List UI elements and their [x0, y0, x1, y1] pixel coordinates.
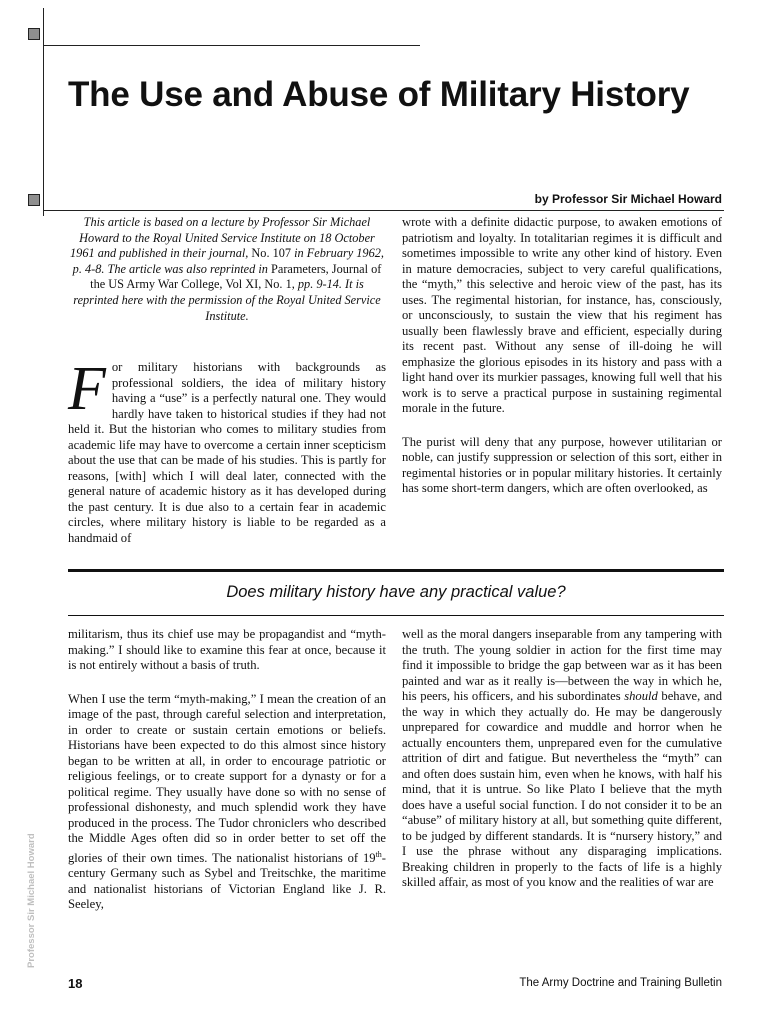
intro-part-3: in February 1962, p. 4-8. The article was also reprinted in: [72, 246, 384, 276]
pullquote: Does military history have any practical value?: [226, 583, 566, 601]
frame-top-line: [44, 45, 420, 46]
intro-part-4: Parameters, Journal of the US Army War College, Vol XI, No. 1,: [90, 261, 382, 292]
side-running-head: Professor Sir Michael Howard: [26, 833, 37, 968]
article-title: The Use and Abuse of Military History: [68, 75, 690, 114]
column-2-paragraph-2: The purist will deny that any purpose, however utilitarian or noble, can justify suppression or selection of this sort, either in regimental histories or in popular military histories. It certainly has some short-term dangers, which are often overlooked, as: [402, 434, 722, 495]
frame-vertical-line: [43, 8, 44, 216]
pullquote-rule-top: [68, 569, 724, 572]
column-2-paragraph-1: wrote with a definite didactic purpose, to awaken emotions of patriotism and loyalty. In totalitarian regimes it is difficult and sometimes impossible to write any other kind of history. Even in mature democracies, subject to very careful qualifications, the “myth,” this selective and heroic view of the past, has its uses. The regimental historian, for instance, has, consciously, or unconsciously, to sustain the view that his regiment has usually been flawlessly brave and efficient, especially during its recent past. Without any sense of ill-doing he will emphasize the glorious episodes in its history and pass with a light hand over its murkier passages, knowing full well that his work is to serve a practical purpose in sustaining regimental morale in the future.: [402, 215, 722, 415]
column-4: [402, 627, 722, 909]
column-1-text: or military historians with backgrounds as professional soldiers, the idea of military history having a “use” is a perfectly natural one. They would hardly have taken to historical studies if they had not held it. But the historian who comes to military studies from academic life may have to overcome a certain inner scepticism about the use that can be made of his studies. This is partly for reasons, [with] which I will deal later, connected with the general nature of academic history as it has developed during the past century. It is due also to a certain fear in academic circles, where military history is liable to be regarded as a handmaid of: [68, 360, 386, 545]
column-3-paragraph-2: [68, 692, 386, 913]
corner-square-top: [28, 28, 40, 40]
intro-note: [68, 215, 386, 324]
column-3-text-a: When I use the term “myth-making,” I mean the creation of an image of the past, through careful selection and interpretation, in order to create or sustain certain emotions or beliefs. Historians have been expected to do this almost since history began to be written at all, in order to encourage patriotic or religious feelings, or to create support for a dynasty or for a political regime. They usually have done so with no sense of professional dishonesty, and much splendid work they have produced in the process. The Tudor chroniclers who described the Middle Ages often did so in order better to set off the glories of their own times. The nationalist historians of 19: [68, 691, 386, 865]
column-4-text-b: behave, and the way in which they actually do. He may be dangerously unprepared for cowardice and muddle and horror when he actually encounters them, unprepared even for the cumulative attrition of dirt and fatigue. But nevertheless the “myth” can and often does sustain him, even when he knows, with half his mind, that it is untrue. So like Plato I believe that the myth does have a useful social function. I do not consider it to be an “abuse” of military history at all, but something quite different, to be judged by different standards. It is “nursery history,” and I use the phrase without any disparaging implications. Breaking children in properly to the facts of life is a highly skilled affair, as most of you know and the realities of war are: [402, 689, 723, 889]
column-4-emphasis: should: [624, 689, 658, 703]
pullquote-rule-bottom: [68, 615, 724, 616]
intro-part-2: No. 107: [251, 246, 292, 261]
intro-part-5: pp. 9-14. It is reprinted here with the permission of the Royal United Service Institute.: [73, 277, 381, 323]
drop-cap: F: [68, 355, 106, 423]
byline-rule: [44, 210, 724, 211]
corner-square-mid: [28, 194, 40, 206]
column-4-text-a: well as the moral dangers inseparable from any tampering with the truth. The young soldier in action for the first time may find it impossible to bridge the gap between war as it has been painted and war as it really is—between the way in which he, his peers, his officers, and his subordinates: [402, 627, 722, 703]
column-3-superscript: th: [375, 849, 382, 859]
column-4-paragraph: [402, 627, 722, 891]
column-3-text-b: -century Germany such as Sybel and Treitschke, the maritime and nationalist historians of Victorian England like J. R. Seeley,: [68, 850, 386, 912]
publication-title: The Army Doctrine and Training Bulletin: [519, 977, 722, 989]
column-1: [68, 355, 386, 564]
intro-part-1: This article is based on a lecture by Professor Sir Michael Howard to the Royal United Service Institute on 18 October 1961 and published in their journal,: [70, 215, 375, 261]
column-2: [402, 215, 722, 515]
column-3-paragraph-1: militarism, thus its chief use may be propagandist and “myth-making.” I should like to examine this fear at once, because it is not entirely without a basis of truth.: [68, 627, 386, 672]
page-number: 18: [68, 976, 83, 991]
column-3: [68, 627, 386, 931]
article-byline: by Professor Sir Michael Howard: [534, 192, 722, 206]
column-1-paragraph: [68, 355, 386, 546]
